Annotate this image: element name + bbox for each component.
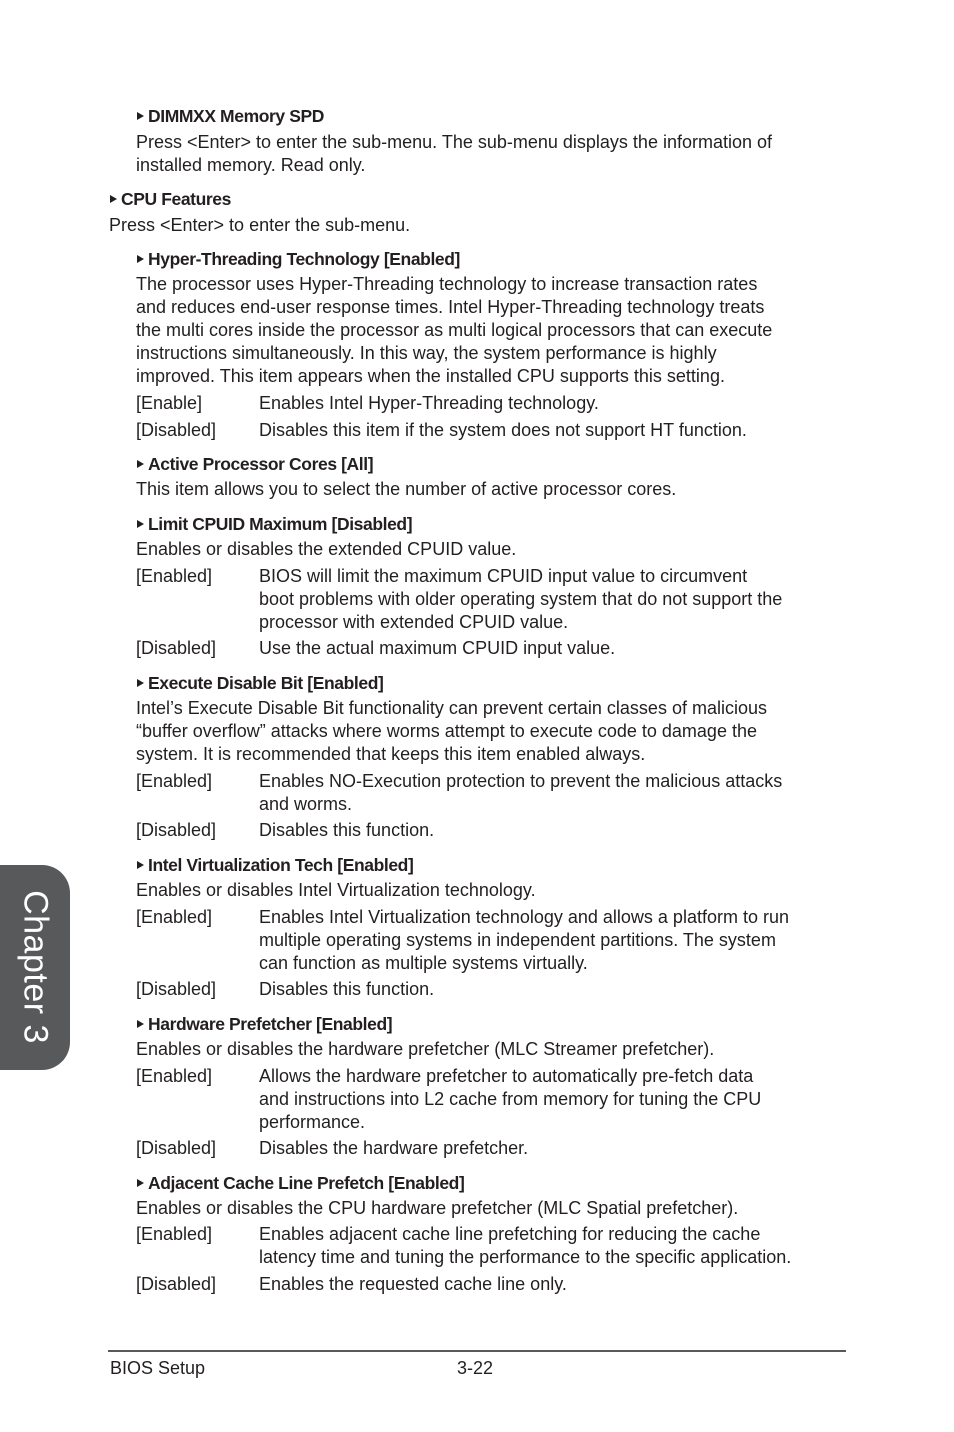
desc-line: and reduces end-user response times. Intel Hyper-Threading technology treats: [136, 297, 765, 317]
option-line: and worms.: [259, 794, 353, 814]
section-description: [136, 1197, 738, 1220]
section-description: [136, 697, 767, 766]
desc-line: Enables or disables the CPU hardware prefetcher (MLC Spatial prefetcher).: [136, 1198, 739, 1218]
triangle-bullet-icon: [137, 679, 144, 687]
option-key: [Enabled]: [136, 771, 213, 791]
desc-line: “buffer overflow” attacks where worms attempt to execute code to damage the: [136, 721, 757, 741]
section-description: [136, 478, 676, 501]
desc-line: Enables or disables Intel Virtualization technology.: [136, 880, 536, 900]
section-heading: [137, 513, 412, 535]
desc-line: instructions simultaneously. In this way, the system performance is highly: [136, 343, 717, 363]
heading-text: Hardware Prefetcher [Enabled]: [148, 1014, 393, 1034]
desc-line: Enables or disables the hardware prefetcher (MLC Streamer prefetcher).: [136, 1039, 715, 1059]
desc-line: installed memory. Read only.: [136, 155, 366, 175]
option-key: [Enabled]: [136, 907, 213, 927]
chapter-tab-label: Chapter 3: [16, 890, 55, 1044]
option-key: [Disabled]: [136, 1138, 217, 1158]
option-key: [Disabled]: [136, 1274, 217, 1294]
section-heading: [110, 188, 231, 210]
triangle-bullet-icon: [137, 861, 144, 869]
option-description: [259, 978, 434, 1001]
option-line: Disables this function.: [259, 820, 435, 840]
option-line: Enables the requested cache line only.: [259, 1274, 567, 1294]
section-heading: [137, 453, 373, 475]
option-line: and instructions into L2 cache from memory for tuning the CPU: [259, 1089, 762, 1109]
heading-text: Adjacent Cache Line Prefetch [Enabled]: [148, 1173, 465, 1193]
section-description: [136, 273, 772, 388]
heading-text: DIMMXX Memory SPD: [148, 106, 325, 126]
desc-line: Press <Enter> to enter the sub-menu.: [109, 215, 411, 235]
option-description: [259, 1065, 761, 1134]
triangle-bullet-icon: [137, 460, 144, 468]
option-description: [259, 1223, 791, 1269]
heading-text: Hyper-Threading Technology [Enabled]: [148, 249, 460, 269]
desc-line: improved. This item appears when the installed CPU supports this setting.: [136, 366, 725, 386]
desc-line: The processor uses Hyper-Threading technology to increase transaction rates: [136, 274, 758, 294]
option-key: [Disabled]: [136, 820, 217, 840]
option-line: Enables adjacent cache line prefetching for reducing the cache: [259, 1224, 761, 1244]
option-line: Disables the hardware prefetcher.: [259, 1138, 529, 1158]
option-line: can function as multiple systems virtually.: [259, 953, 588, 973]
option-description: [259, 1137, 528, 1160]
triangle-bullet-icon: [110, 195, 117, 203]
option-key: [Enabled]: [136, 1224, 213, 1244]
triangle-bullet-icon: [137, 520, 144, 528]
footer-divider: [108, 1350, 846, 1352]
option-line: Enables Intel Virtualization technology and allows a platform to run: [259, 907, 789, 927]
section-heading: [137, 105, 324, 127]
option-line: multiple operating systems in independent partitions. The system: [259, 930, 776, 950]
page-number: 3-22: [457, 1358, 494, 1378]
option-line: Allows the hardware prefetcher to automatically pre-fetch data: [259, 1066, 754, 1086]
option-line: Enables Intel Hyper-Threading technology.: [259, 393, 599, 413]
section-description: [136, 879, 536, 902]
option-description: [259, 565, 782, 634]
section-description: [136, 1038, 714, 1061]
option-description: [259, 392, 599, 415]
heading-text: Limit CPUID Maximum [Disabled]: [148, 514, 413, 534]
option-line: latency time and tuning the performance to the specific application.: [259, 1247, 792, 1267]
option-line: boot problems with older operating system that do not support the: [259, 589, 783, 609]
option-key: [Enabled]: [136, 566, 213, 586]
heading-text: Execute Disable Bit [Enabled]: [148, 673, 384, 693]
section-heading: [137, 672, 383, 694]
option-description: [259, 1273, 567, 1296]
desc-line: the multi cores inside the processor as multi logical processors that can execute: [136, 320, 773, 340]
option-line: Enables NO-Execution protection to prevent the malicious attacks: [259, 771, 783, 791]
heading-text: Active Processor Cores [All]: [148, 454, 374, 474]
triangle-bullet-icon: [137, 1020, 144, 1028]
heading-text: CPU Features: [121, 189, 231, 209]
option-key: [Disabled]: [136, 979, 217, 999]
triangle-bullet-icon: [137, 1179, 144, 1187]
section-heading: [137, 248, 460, 270]
option-description: [259, 770, 782, 816]
option-line: Disables this function.: [259, 979, 435, 999]
section-heading: [137, 854, 413, 876]
option-description: [259, 819, 434, 842]
section-heading: [137, 1172, 464, 1194]
option-line: BIOS will limit the maximum CPUID input value to circumvent: [259, 566, 748, 586]
section-description: [136, 131, 772, 177]
option-line: processor with extended CPUID value.: [259, 612, 569, 632]
desc-line: Press <Enter> to enter the sub-menu. The sub-menu displays the information of: [136, 132, 773, 152]
option-key: [Enabled]: [136, 1066, 213, 1086]
desc-line: Intel’s Execute Disable Bit functionality can prevent certain classes of malicious: [136, 698, 767, 718]
option-description: [259, 637, 615, 660]
desc-line: Enables or disables the extended CPUID value.: [136, 539, 517, 559]
chapter-tab: [0, 865, 70, 1070]
heading-text: Intel Virtualization Tech [Enabled]: [148, 855, 414, 875]
footer-title: BIOS Setup: [110, 1358, 206, 1378]
section-heading: [137, 1013, 392, 1035]
option-key: [Enable]: [136, 393, 203, 413]
option-description: [259, 419, 747, 442]
option-key: [Disabled]: [136, 420, 217, 440]
option-line: performance.: [259, 1112, 366, 1132]
option-line: Use the actual maximum CPUID input value.: [259, 638, 616, 658]
option-key: [Disabled]: [136, 638, 217, 658]
section-description: [109, 214, 410, 237]
section-description: [136, 538, 516, 561]
desc-line: This item allows you to select the number of active processor cores.: [136, 479, 677, 499]
option-description: [259, 906, 789, 975]
triangle-bullet-icon: [137, 255, 144, 263]
triangle-bullet-icon: [137, 112, 144, 120]
option-line: Disables this item if the system does not support HT function.: [259, 420, 747, 440]
desc-line: system. It is recommended that keeps this item enabled always.: [136, 744, 646, 764]
